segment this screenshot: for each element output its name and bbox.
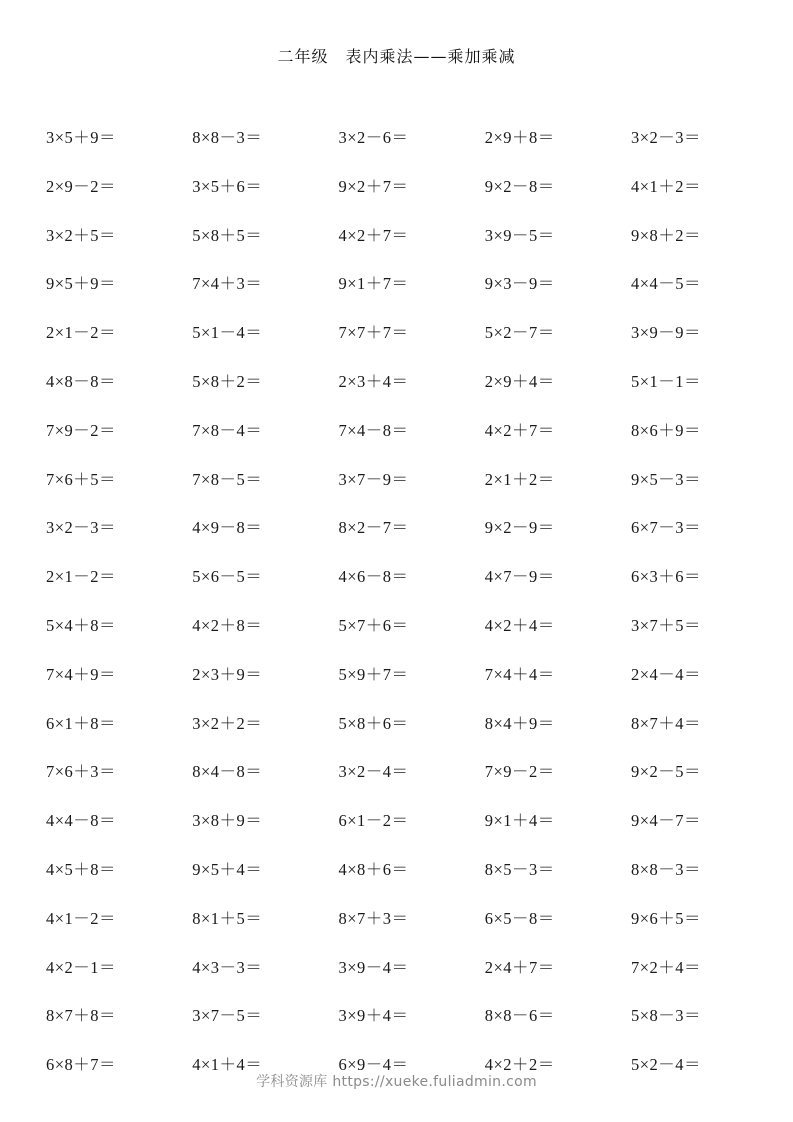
problem-item: 3×8＋9＝ xyxy=(192,811,263,831)
problem-item: 5×8＋2＝ xyxy=(192,371,263,391)
problem-item: 2×4－4＝ xyxy=(631,664,702,684)
problem-item: 2×3＋9＝ xyxy=(192,664,263,684)
problem-item: 5×8－3＝ xyxy=(631,1006,702,1026)
problem-item: 4×3－3＝ xyxy=(192,957,263,977)
problem-item: 3×2－3＝ xyxy=(631,128,702,147)
problem-item: 6×8＋7＝ xyxy=(46,1055,117,1075)
problem-item: 6×1＋8＝ xyxy=(46,713,117,733)
problem-item: 2×9－2＝ xyxy=(46,176,117,196)
problem-item: 6×7－3＝ xyxy=(631,518,702,538)
watermark: 学科资源库 https://xueke.fuliadmin.com xyxy=(256,1074,537,1090)
problem-item: 7×4＋3＝ xyxy=(192,274,263,294)
problem-item: 9×1＋4＝ xyxy=(484,811,555,831)
problem-item: 5×9＋7＝ xyxy=(338,664,409,684)
problem-item: 3×5＋9＝ xyxy=(46,128,117,147)
problem-item: 4×4－5＝ xyxy=(631,274,702,294)
page-title: 二年级 表内乘法——乘加乘减 xyxy=(277,47,516,66)
problem-item: 9×5－3＝ xyxy=(631,469,702,489)
problem-item: 9×2＋7＝ xyxy=(338,176,409,196)
problem-item: 7×8－4＝ xyxy=(192,420,263,440)
problem-item: 5×8＋6＝ xyxy=(338,713,409,733)
problem-item: 7×9－2＝ xyxy=(46,420,117,440)
problem-item: 7×8－5＝ xyxy=(192,469,263,489)
problem-item: 8×5－3＝ xyxy=(484,859,555,879)
problem-item: 9×4－7＝ xyxy=(631,811,702,831)
problem-item: 2×1－2＝ xyxy=(46,567,117,587)
problem-item: 2×1－2＝ xyxy=(46,323,117,343)
problem-item: 4×6－8＝ xyxy=(338,567,409,587)
problem-item: 3×5＋6＝ xyxy=(192,176,263,196)
problem-item: 5×1－1＝ xyxy=(631,371,702,391)
problem-item: 3×2＋5＝ xyxy=(46,225,117,245)
problem-item: 3×9－9＝ xyxy=(631,323,702,343)
problem-item: 8×8－3＝ xyxy=(192,128,263,147)
problem-item: 7×6＋5＝ xyxy=(46,469,117,489)
problem-item: 8×7＋3＝ xyxy=(338,908,409,928)
problem-item: 9×8＋2＝ xyxy=(631,225,702,245)
problem-item: 6×5－8＝ xyxy=(484,908,555,928)
problem-item: 8×4＋9＝ xyxy=(484,713,555,733)
problem-item: 9×5＋9＝ xyxy=(46,274,117,294)
problem-item: 2×9＋8＝ xyxy=(484,128,555,147)
problem-item: 8×1＋5＝ xyxy=(192,908,263,928)
problem-item: 6×3＋6＝ xyxy=(631,567,702,587)
problem-item: 3×9－4＝ xyxy=(338,957,409,977)
problem-item: 9×1＋7＝ xyxy=(338,274,409,294)
problem-item: 4×5＋8＝ xyxy=(46,859,117,879)
problem-item: 7×2＋4＝ xyxy=(631,957,702,977)
problem-item: 7×7＋7＝ xyxy=(338,323,409,343)
problem-grid xyxy=(46,124,786,1100)
problem-item: 3×2－6＝ xyxy=(338,128,409,147)
problem-item: 9×2－5＝ xyxy=(631,762,702,782)
problem-item: 4×2＋4＝ xyxy=(484,615,555,635)
problem-item: 3×2－4＝ xyxy=(338,762,409,782)
problem-item: 8×8－3＝ xyxy=(631,859,702,879)
problem-item: 9×3－9＝ xyxy=(484,274,555,294)
problem-item: 5×1－4＝ xyxy=(192,323,263,343)
problem-item: 5×4＋8＝ xyxy=(46,615,117,635)
problem-item: 5×2－4＝ xyxy=(631,1055,702,1075)
problem-item: 4×7－9＝ xyxy=(484,567,555,587)
problem-item: 4×1＋4＝ xyxy=(192,1055,263,1075)
problem-item: 4×1－2＝ xyxy=(46,908,117,928)
problem-item: 4×8－8＝ xyxy=(46,371,117,391)
problem-item: 2×3＋4＝ xyxy=(338,371,409,391)
problem-item: 8×6＋9＝ xyxy=(631,420,702,440)
problem-item: 2×1＋2＝ xyxy=(484,469,555,489)
problem-item: 4×2－1＝ xyxy=(46,957,117,977)
problem-item: 5×6－5＝ xyxy=(192,567,263,587)
problem-item: 4×2＋8＝ xyxy=(192,615,263,635)
problem-item: 3×2－3＝ xyxy=(46,518,117,538)
problem-item: 8×4－8＝ xyxy=(192,762,263,782)
problem-item: 8×2－7＝ xyxy=(338,518,409,538)
problem-item: 9×2－8＝ xyxy=(484,176,555,196)
problem-item: 3×7＋5＝ xyxy=(631,615,702,635)
problem-item: 7×4＋4＝ xyxy=(484,664,555,684)
problem-item: 8×7＋4＝ xyxy=(631,713,702,733)
problem-item: 4×2＋7＝ xyxy=(338,225,409,245)
problem-item: 3×9－5＝ xyxy=(484,225,555,245)
problem-item: 7×4－8＝ xyxy=(338,420,409,440)
problem-item: 5×2－7＝ xyxy=(484,323,555,343)
problem-item: 9×2－9＝ xyxy=(484,518,555,538)
problem-item: 5×7＋6＝ xyxy=(338,615,409,635)
problem-item: 9×5＋4＝ xyxy=(192,859,263,879)
problem-item: 4×1＋2＝ xyxy=(631,176,702,196)
problem-item: 5×8＋5＝ xyxy=(192,225,263,245)
problem-item: 8×8－6＝ xyxy=(484,1006,555,1026)
problem-item: 4×2＋7＝ xyxy=(484,420,555,440)
problem-item: 3×7－9＝ xyxy=(338,469,409,489)
problem-item: 4×4－8＝ xyxy=(46,811,117,831)
problem-item: 7×4＋9＝ xyxy=(46,664,117,684)
problem-item: 4×2＋2＝ xyxy=(484,1055,555,1075)
problem-item: 9×6＋5＝ xyxy=(631,908,702,928)
problem-item: 7×9－2＝ xyxy=(484,762,555,782)
problem-item: 3×9＋4＝ xyxy=(338,1006,409,1026)
problem-item: 2×4＋7＝ xyxy=(484,957,555,977)
problem-item: 3×2＋2＝ xyxy=(192,713,263,733)
problem-item: 4×8＋6＝ xyxy=(338,859,409,879)
problem-item: 2×9＋4＝ xyxy=(484,371,555,391)
problem-item: 6×1－2＝ xyxy=(338,811,409,831)
problem-item: 6×9－4＝ xyxy=(338,1055,409,1075)
problem-item: 8×7＋8＝ xyxy=(46,1006,117,1026)
problem-item: 7×6＋3＝ xyxy=(46,762,117,782)
problem-item: 4×9－8＝ xyxy=(192,518,263,538)
problem-item: 3×7－5＝ xyxy=(192,1006,263,1026)
